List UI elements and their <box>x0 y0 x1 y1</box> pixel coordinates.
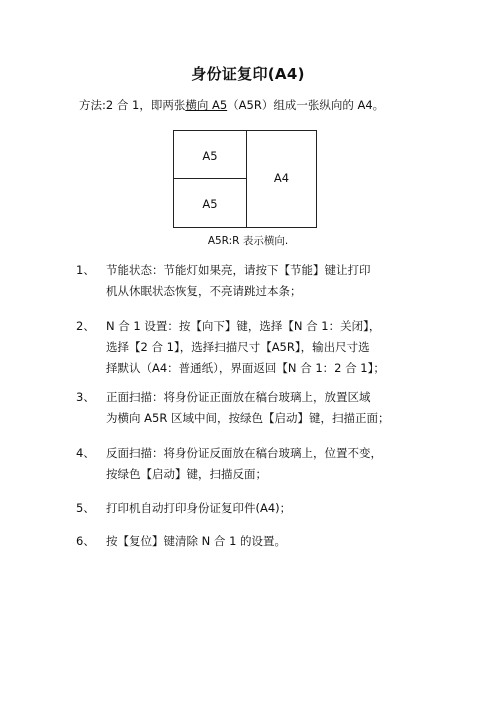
diagram-cell-right <box>247 131 316 227</box>
diagram-label-right: A4 <box>273 171 290 185</box>
step-number: 1、 <box>76 263 95 277</box>
step-number: 2、 <box>76 319 95 333</box>
step-number: 5、 <box>76 501 95 515</box>
diagram-cell-top-left <box>174 131 246 179</box>
step-text-line: 为横向 A5R 区域中间，按绿色【启动】键，扫描正面； <box>106 411 390 425</box>
step-text-line: 正面扫描：将身份证正面放在稿台玻璃上，放置区域 <box>106 390 371 404</box>
step-text-line: 反面扫描：将身份证反面放在稿台玻璃上，位置不变， <box>106 446 382 460</box>
step-number: 4、 <box>76 446 95 460</box>
method-suffix: （A5R）组成一张纵向的 A4。 <box>227 98 385 112</box>
step-text-line: 机从休眠状态恢复，不亮请跳过本条； <box>106 284 302 298</box>
step-text-line: 打印机自动打印身份证复印件(A4)； <box>106 501 292 515</box>
step-number: 6、 <box>76 534 95 548</box>
step-text-line: 选择【2 合 1】，选择扫描尺寸【A5R】，输出尺寸选 <box>106 340 370 354</box>
diagram-label-bottom-left: A5 <box>202 197 218 211</box>
step-text-line: N 合 1 设置：按【向下】键，选择【N 合 1：关闭】， <box>106 319 381 333</box>
layout-diagram <box>173 130 317 228</box>
step-text-line: 按绿色【启动】键，扫描反面； <box>106 467 267 481</box>
page-title: 身份证复印(A4) <box>191 65 305 83</box>
step-text-line: 按【复位】键清除 N 合 1 的设置。 <box>106 534 287 548</box>
diagram-caption: A5R:R 表示横向. <box>207 235 289 247</box>
step-text-line: 择默认（A4：普通纸），界面返回【N 合 1：2 合 1】； <box>106 361 385 375</box>
diagram-label-top-left: A5 <box>202 149 218 163</box>
diagram-left-column <box>174 131 247 227</box>
diagram-cell-bottom-left <box>174 179 246 227</box>
step-number: 3、 <box>76 390 95 404</box>
step-text-line: 节能状态：节能灯如果亮，请按下【节能】键让打印 <box>106 263 371 277</box>
method-underlined: 横向 A5 <box>185 98 228 112</box>
method-line <box>79 97 384 113</box>
method-prefix: 方法:2 合 1，即两张 <box>79 98 186 112</box>
